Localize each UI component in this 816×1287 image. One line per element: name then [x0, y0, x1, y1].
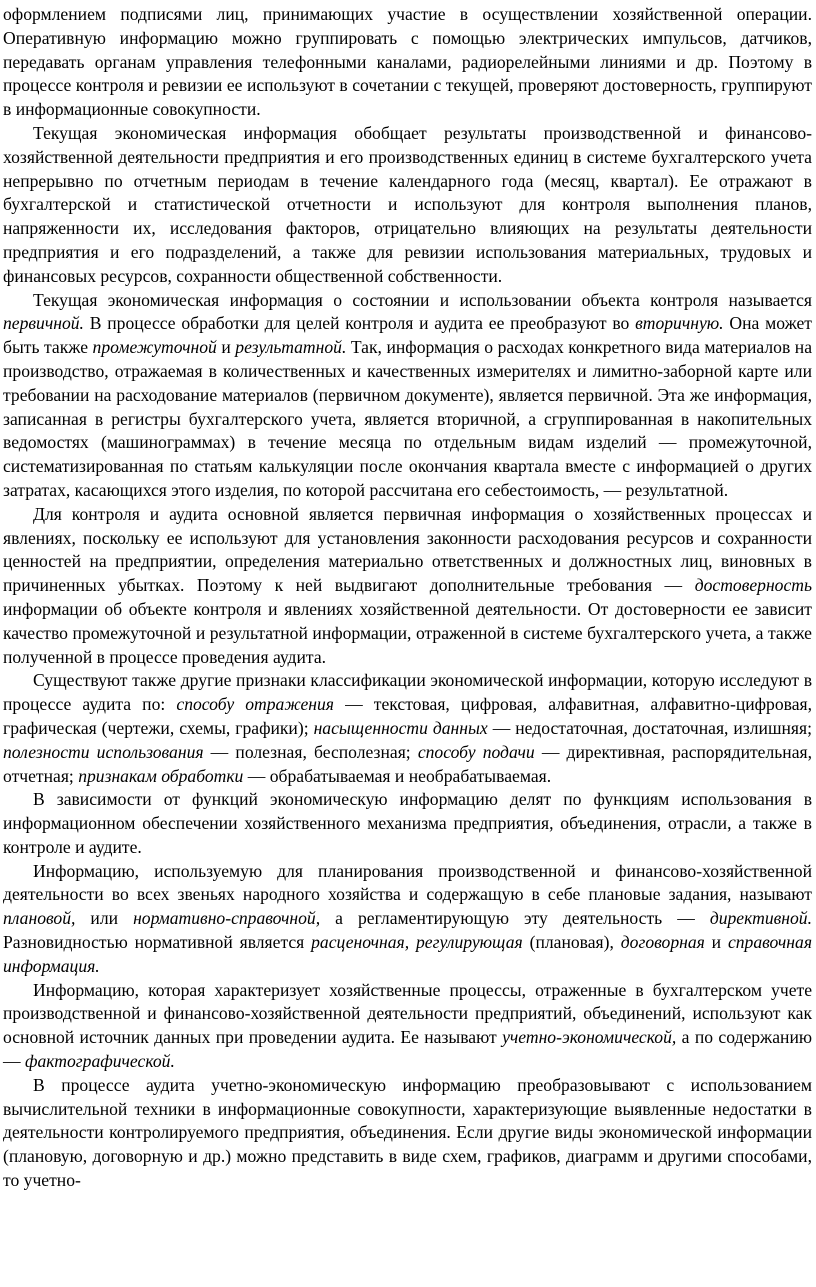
italic-term: справочная информация. [3, 932, 812, 976]
paragraph-accounting-info [3, 979, 812, 1074]
text-run: Она может быть также [3, 313, 812, 358]
italic-term: вторичную. [635, 313, 724, 334]
text-run: — недостаточная, достаточная, излишняя; [487, 717, 812, 738]
text-run: — обрабатываемая и необрабатываемая. [243, 765, 552, 786]
text-run: В зависимости от функций экономическую информацию делят по функциям использования в информационном обеспечении хозяйственного механизма предприятия, объединения, отрасли, а также в контроле и аудите. [3, 789, 812, 857]
text-run: Текущая экономическая информация о состоянии и использовании объекта контроля называется [33, 289, 812, 310]
paragraph-audit-primary [3, 503, 812, 670]
text-run: В процессе обработки для целей контроля и аудита ее преобразуют во [83, 313, 636, 334]
text-run: информации об объекте контроля и явлениях хозяйственной деятельности. От достоверности ее зависит качество промежуточной и результатной информации, отраженной в системе бухгалтерского учета, а также полученной в процессе проведения аудита. [3, 598, 812, 667]
text-run: В процессе аудита учетно-экономическую информацию преобразовывают с использованием вычислительной техники в информационные совокупности, характеризующие выявленные недостатки в деятельности контролируемого предприятия, объединения. Если другие виды экономической информации (плановую, договорную и др.) можно представить в виде схем, графиков, диаграмм и другими способами, то учетно- [3, 1074, 812, 1191]
italic-term: нормативно-справочной, [133, 908, 321, 929]
text-run: (плановая), [522, 932, 621, 953]
italic-term: фактографической. [25, 1051, 175, 1072]
text-run: Для контроля и аудита основной является первичная информация о хозяйственных процессах и явлениях, поскольку ее используют для установления законности расходования ресурсов и сохранности ценностей на предприятии, определения материально ответственных и должностных лиц, виновных в причиненных убытках. Поэтому к ней выдвигают дополнительные требования — [3, 503, 812, 596]
italic-term: полезности использования [3, 741, 204, 762]
italic-term: учетно-экономической, [502, 1027, 677, 1048]
italic-term: способу отражения [176, 694, 334, 715]
paragraph-primary-info [3, 289, 812, 503]
text-run: — полезная, бесполезная; [203, 741, 418, 762]
paragraph-classification [3, 669, 812, 788]
italic-term: способу подачи [417, 741, 535, 762]
paragraph-functions [3, 788, 812, 859]
italic-term: договорная [620, 932, 705, 953]
italic-term: первичной. [3, 313, 84, 334]
italic-term: плановой, [3, 908, 76, 929]
text-run: — текстовая, цифровая, алфавитная, алфавитно-цифровая, графическая (чертежи, схемы, графики); [3, 694, 813, 738]
text-run: Разновидностью нормативной является [3, 932, 312, 953]
italic-term: достоверность [694, 575, 812, 596]
italic-term: результатной. [235, 337, 347, 358]
text-run: или [75, 908, 134, 929]
text-run: — директивная, распорядительная, отчетная; [3, 741, 812, 786]
text-run: а регламентирующую эту деятельность — [320, 908, 710, 929]
paragraph-planning-info [3, 860, 812, 979]
italic-term: директивной. [709, 908, 812, 929]
text-run: Существуют также другие признаки классификации экономической информации, которую исследуют в процессе аудита по: [3, 670, 812, 715]
text-run: оформлением подписями лиц, принимающих участие в осуществлении хозяйственной операции. Оперативную информацию можно группировать с помощью электрических импульсов, датчиков, передавать органам управления телефонными каналами, радиорелейными линиями и др. Поэтому в процессе контроля и ревизии ее используют в сочетании с текущей, проверяют достоверность, группируют в информационные совокупности. [3, 4, 812, 120]
italic-term: насыщенности данных [313, 717, 488, 738]
italic-term: расценочная, регулирующая [311, 932, 523, 953]
text-run: и [216, 337, 236, 358]
text-run: Информацию, которая характеризует хозяйственные процессы, отраженные в бухгалтерском учете производственной и финансово-хозяйственной деятельности предприятий, объединений, используют как основной источник данных при проведении аудита. Ее называют [3, 979, 812, 1048]
italic-term: промежуточной [92, 337, 217, 358]
text-run: Информацию, используемую для планирования производственной и финансово-хозяйственной деятельности во всех звеньях народного хозяйства и содержащую в себе плановые задания, называют [3, 860, 812, 905]
paragraph-transformation [3, 1074, 812, 1193]
text-run: Так, информация о расходах конкретного вида материалов на производство, отражаемая в количественных и качественных измерителях и лимитно-заборной карте или требовании на расходование материалов (первичном документе), является первичной. Эта же информация, записанная в регистры бухгалтерского учета, является вторичной, а сгруппированная в накопительных ведомостях (машинограммах) в течение месяца по отдельным видам изделий — промежуточной, систематизированная по статьям калькуляции после окончания квартала вместе с информацией о других затратах, касающихся этого изделия, по которой рассчитана его себестоимость, — результатной. [3, 337, 813, 500]
paragraph-oper-info [3, 3, 812, 122]
text-run: а по содержанию — [3, 1027, 812, 1072]
italic-term: признакам обработки [78, 765, 244, 786]
text-run: и [704, 932, 728, 953]
text-run: Текущая экономическая информация обобщает результаты производственной и финансово-хозяйственной деятельности предприятия и его производственных единиц в системе бухгалтерского учета непрерывно по отчетным периодам в течение календарного года (месяц, квартал). Ее отражают в бухгалтерской и статистической отчетности и используют для контроля выполнения планов, напряженности их, исследования факторов, отрицательно влияющих на результаты деятельности предприятия и его подразделений, а также для ревизии использования материальных, трудовых и финансовых ресурсов, сохранности общественной собственности. [3, 122, 812, 286]
paragraph-current-info [3, 122, 812, 289]
